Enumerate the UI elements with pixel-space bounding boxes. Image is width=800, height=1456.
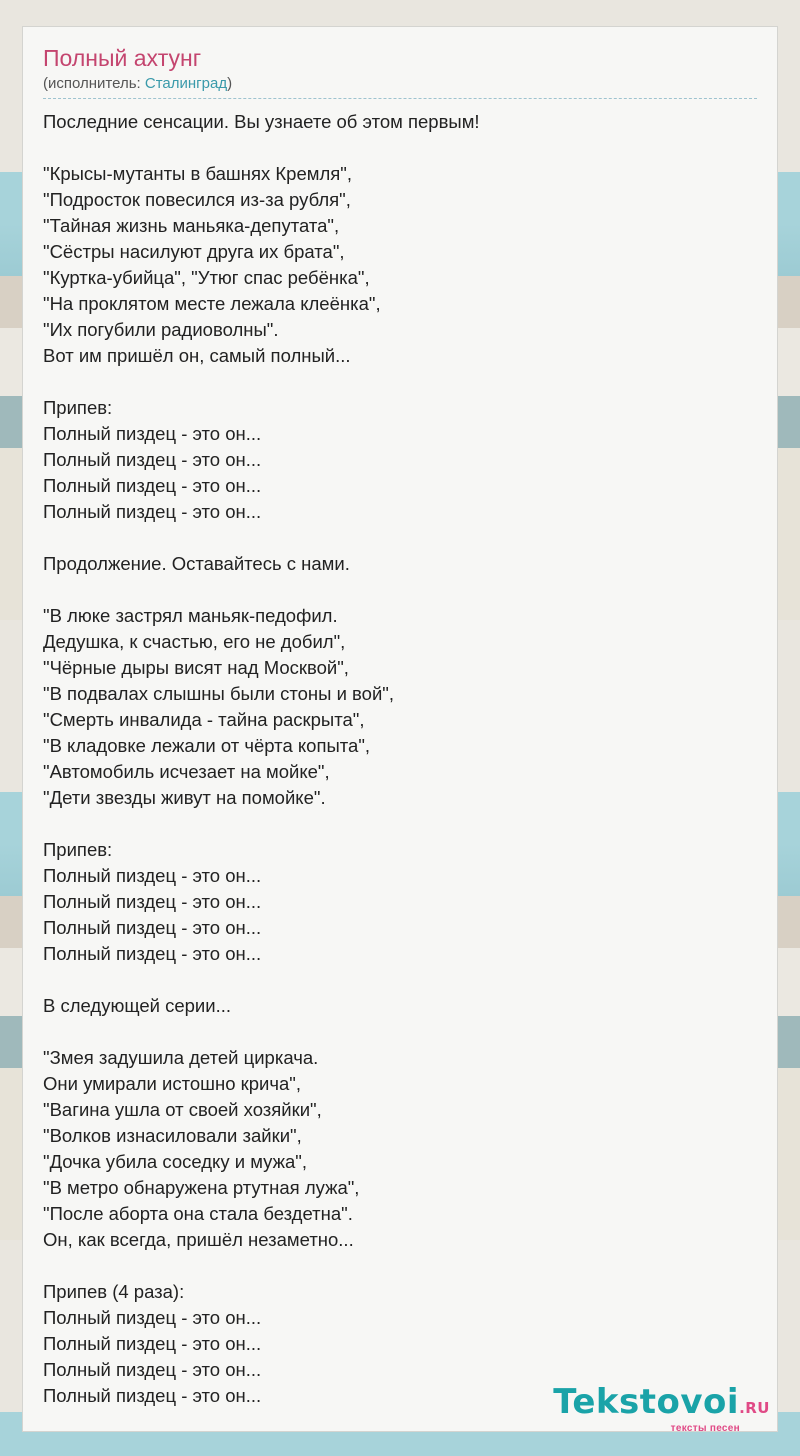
artist-link[interactable]: Сталинград — [144, 75, 228, 92]
logo-wordmark — [553, 1382, 770, 1425]
logo-tagline: тексты песен — [670, 1423, 740, 1434]
lyrics-sheet — [22, 26, 778, 1432]
logo-tld: .RU — [739, 1399, 770, 1417]
artist-suffix: ) — [227, 75, 233, 92]
lyrics-text: Последние сенсации. Вы узнаете об этом первым! "Крысы-мутанты в башнях Кремля", "Подросток повесился из-за рубля", "Тайная жизнь маньяка-депутата", "Сёстры насилуют друга их брата", "Куртка-убийца", "Утюг спас ребёнка", "На проклятом месте лежала клеёнка", "Их погубили радиоволны". Вот им пришёл он, самый полный... Припев: Полный пиздец - это он... Полный пиздец - это он... Полный пиздец - это он... Полный пиздец - это он... Продолжение. Оставайтесь с нами. "В люке застрял маньяк-педофил. Дедушка, к счастью, его не добил", "Чёрные дыры висят над Москвой", "В подвалах слышны были стоны и вой", "Смерть инвалида - тайна раскрыта", "В кладовке лежали от чёрта копыта", "Автомобиль исчезает на мойке", "Дети звезды живут на помойке". Припев: Полный пиздец - это он... Полный пиздец - это он... Полный пиздец - это он... Полный пиздец - это он... В следующей серии... "Змея задушила детей циркача. Они умирали истошно крича", "Вагина ушла от своей хозяйки", "Волков изнасиловали зайки", "Дочка убила соседку и мужа", "В метро обнаружена ртутная лужа", "После аборта она стала бездетна". Он, как всегда, пришёл незаметно... Припев (4 раза): Полный пиздец - это он... Полный пиздец - это он... Полный пиздец - это он... Полный пиздец - это он... — [43, 111, 480, 1406]
site-logo[interactable] — [553, 1382, 770, 1434]
artist-prefix: (исполнитель: — [43, 75, 145, 92]
logo-main-text: Tekstovoi — [553, 1382, 740, 1422]
song-header — [23, 27, 777, 99]
song-title: Полный ахтунг — [43, 45, 202, 71]
artist-line — [43, 73, 757, 99]
